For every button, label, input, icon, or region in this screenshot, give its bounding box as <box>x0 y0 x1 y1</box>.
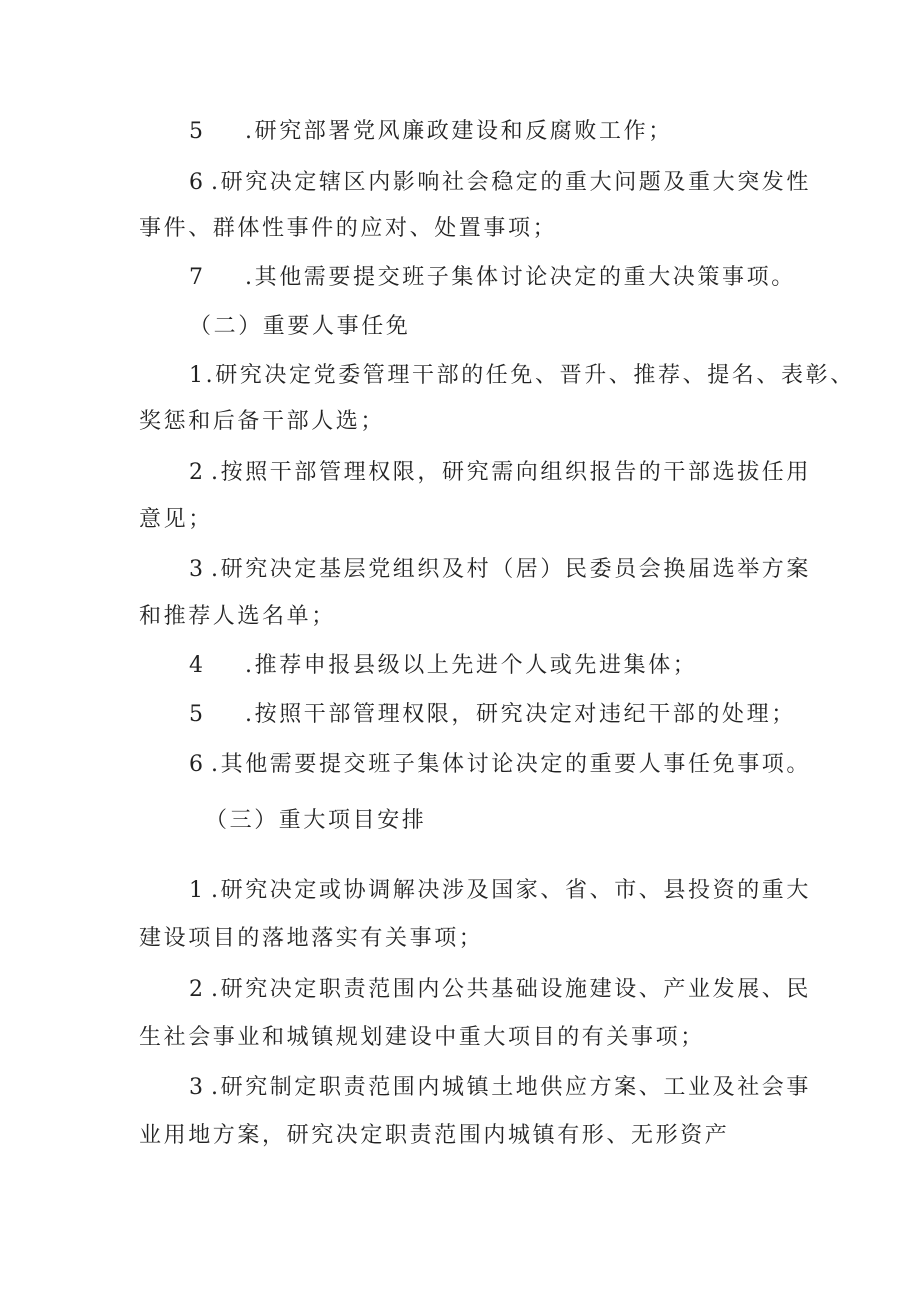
paragraph-line <box>189 651 697 681</box>
line-text: .按照干部管理权限，研究决定对违纪干部的处理； <box>245 702 796 727</box>
line-text: 和推荐人选名单； <box>139 604 336 629</box>
line-text: .研究部署党风廉政建设和反腐败工作； <box>245 119 673 144</box>
paragraph-line <box>139 505 213 535</box>
item-number: 2 <box>189 977 206 1002</box>
line-text: .研究决定或协调解决涉及国家、省、市、县投资的重大 <box>211 878 811 903</box>
paragraph-line <box>189 458 811 488</box>
line-text: （三）重大项目安排 <box>205 808 427 833</box>
paragraph-line <box>189 700 796 730</box>
item-number: 3 <box>189 1075 206 1100</box>
line-text: .研究决定基层党组织及村（居）民委员会换届选举方案 <box>211 557 811 582</box>
item-number: 5 <box>189 119 206 144</box>
line-text: .推荐申报县级以上先进个人或先进集体； <box>245 653 698 678</box>
line-text: （二）重要人事任免 <box>189 314 411 339</box>
line-text: .研究决定职责范围内公共基础设施建设、产业发展、民 <box>211 977 811 1002</box>
paragraph-line <box>139 1023 705 1053</box>
paragraph-line <box>189 117 673 147</box>
paragraph-line <box>189 263 796 293</box>
paragraph-line <box>189 975 811 1005</box>
paragraph-line <box>139 1121 729 1151</box>
item-number: 4 <box>189 653 206 678</box>
item-number: 6 <box>189 170 206 195</box>
paragraph-line <box>139 407 385 437</box>
paragraph-line <box>189 361 855 391</box>
item-number: 1 <box>189 878 206 903</box>
line-text: .研究决定辖区内影响社会稳定的重大问题及重大突发性 <box>211 170 811 195</box>
line-text: .研究制定职责范围内城镇土地供应方案、工业及社会事 <box>211 1075 811 1100</box>
item-number: 3 <box>189 557 206 582</box>
paragraph-line <box>139 602 336 632</box>
item-number: 6 <box>189 752 206 777</box>
line-text: 奖惩和后备干部人选； <box>139 409 386 434</box>
item-number: 5 <box>189 702 206 727</box>
paragraph-line <box>189 555 811 585</box>
item-number: 2 <box>189 460 206 485</box>
paragraph-line <box>139 214 557 244</box>
line-text: .按照干部管理权限，研究需向组织报告的干部选拔任用 <box>211 460 811 485</box>
line-text: 生社会事业和城镇规划建设中重大项目的有关事项； <box>139 1025 705 1050</box>
line-text: 意见； <box>139 507 213 532</box>
section-heading <box>205 806 426 836</box>
paragraph-line <box>189 876 811 906</box>
line-text: 1.研究决定党委管理干部的任免、晋升、推荐、提名、表彰、 <box>189 363 855 388</box>
line-text: .其他需要提交班子集体讨论决定的重要人事任免事项。 <box>211 752 811 777</box>
line-text: 建设项目的落地落实有关事项； <box>139 926 484 951</box>
line-text: 事件、群体性事件的应对、处置事项； <box>139 216 558 241</box>
paragraph-line <box>189 750 811 780</box>
paragraph-line <box>189 1073 811 1103</box>
paragraph-line <box>139 924 483 954</box>
line-text: .其他需要提交班子集体讨论决定的重大决策事项。 <box>245 265 796 290</box>
item-number: 7 <box>189 265 206 290</box>
line-text: 业用地方案，研究决定职责范围内城镇有形、无形资产 <box>139 1123 730 1148</box>
section-heading <box>189 312 410 342</box>
paragraph-line <box>189 168 811 198</box>
